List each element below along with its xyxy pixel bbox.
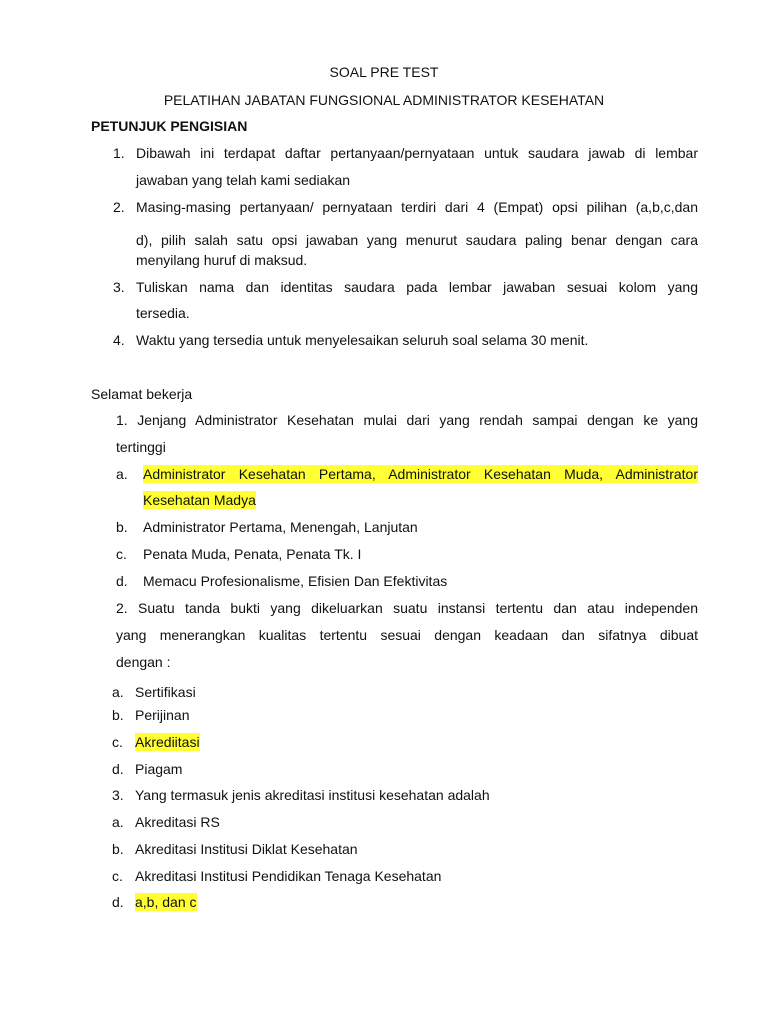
question-text: Yang termasuk jenis akreditasi institusi kesehatan adalah <box>135 787 490 803</box>
option-text: Akreditasi Institusi Pendidikan Tenaga Kesehatan <box>135 868 442 884</box>
option-text: Akreditasi Institusi Diklat Kesehatan <box>135 841 358 857</box>
option-letter: d. <box>116 573 128 589</box>
option-letter: c. <box>116 546 127 562</box>
question-text: yang menerangkan kualitas tertentu sesuai dengan keadaan dan sifatnya dibuat <box>116 627 698 643</box>
instruction-text: Masing-masing pertanyaan/ pernyataan terdiri dari 4 (Empat) opsi pilihan (a,b,c,dan <box>136 199 698 215</box>
option-letter: a. <box>116 466 128 482</box>
option-text: Penata Muda, Penata, Penata Tk. I <box>143 546 362 562</box>
option-text: Perijinan <box>135 707 190 723</box>
option-text-highlighted: Kesehatan Madya <box>143 492 256 508</box>
question-number: 3. <box>112 787 124 803</box>
instruction-text: Dibawah ini terdapat daftar pertanyaan/pernyataan untuk saudara jawab di lembar <box>136 145 698 161</box>
option-text: Memacu Profesionalisme, Efisien Dan Efektivitas <box>143 573 448 589</box>
instructions-heading: PETUNJUK PENGISIAN <box>91 118 248 134</box>
option-letter: c. <box>112 868 123 884</box>
question-text: 1. Jenjang Administrator Kesehatan mulai dari yang rendah sampai dengan ke yang <box>116 412 698 428</box>
document-title: SOAL PRE TEST <box>329 64 439 80</box>
option-text-highlighted: a,b, dan c <box>135 894 197 910</box>
question-text: dengan : <box>116 654 171 670</box>
instruction-text: Waktu yang tersedia untuk menyelesaikan seluruh soal selama 30 menit. <box>136 332 589 348</box>
greeting-text: Selamat bekerja <box>91 386 193 402</box>
option-letter: b. <box>112 707 124 723</box>
instruction-text: jawaban yang telah kami sediakan <box>136 172 351 188</box>
option-text: Administrator Pertama, Menengah, Lanjutan <box>143 519 418 535</box>
instruction-text: tersedia. <box>136 305 190 321</box>
document-subtitle: PELATIHAN JABATAN FUNGSIONAL ADMINISTRATOR KESEHATAN <box>163 92 605 108</box>
option-letter: c. <box>112 734 123 750</box>
option-text: Sertifikasi <box>135 684 196 700</box>
question-text: 2. Suatu tanda bukti yang dikeluarkan suatu instansi tertentu dan atau independen <box>116 600 698 616</box>
option-letter: b. <box>112 841 124 857</box>
option-letter: d. <box>112 894 124 910</box>
option-text-highlighted: Administrator Kesehatan Pertama, Administrator Kesehatan Muda, Administrator <box>143 466 698 482</box>
option-text: Piagam <box>135 761 183 777</box>
option-letter: a. <box>112 684 124 700</box>
instruction-number: 4. <box>113 332 125 348</box>
option-text-highlighted: Akrediitasi <box>135 734 200 750</box>
option-letter: b. <box>116 519 128 535</box>
instruction-number: 1. <box>113 145 125 161</box>
option-letter: d. <box>112 761 124 777</box>
instruction-number: 2. <box>113 199 125 215</box>
question-text: tertinggi <box>116 439 166 455</box>
instruction-number: 3. <box>113 279 125 295</box>
instruction-text: d), pilih salah satu opsi jawaban yang menurut saudara paling benar dengan cara <box>136 232 698 248</box>
option-text: Akreditasi RS <box>135 814 220 830</box>
instruction-text: Tuliskan nama dan identitas saudara pada lembar jawaban sesuai kolom yang <box>136 279 698 295</box>
option-letter: a. <box>112 814 124 830</box>
instruction-text: menyilang huruf di maksud. <box>136 252 308 268</box>
